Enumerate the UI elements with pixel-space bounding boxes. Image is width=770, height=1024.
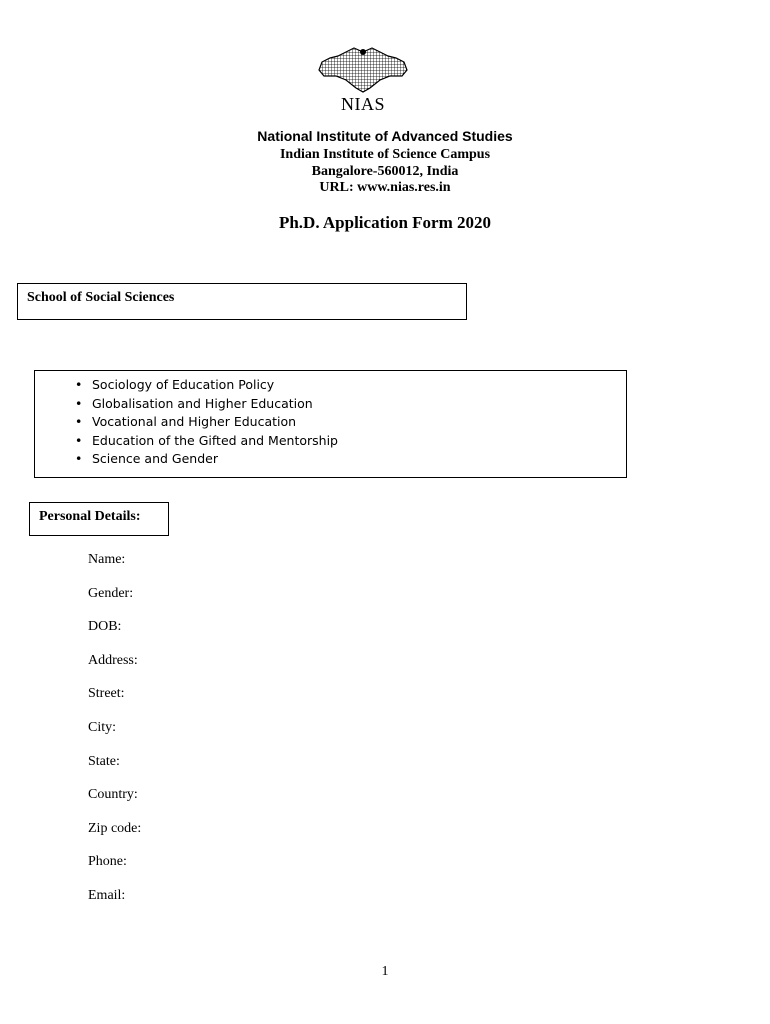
topic-label: Science and Gender: [92, 451, 218, 467]
field-dob-label: DOB:: [88, 619, 122, 635]
nias-logo: [316, 46, 410, 114]
personal-details-fields: [88, 550, 141, 920]
personal-details-heading: Personal Details:: [39, 509, 141, 524]
school-label: School of Social Sciences: [27, 290, 175, 305]
list-item: [75, 432, 338, 451]
field-zip-label: Zip code:: [88, 820, 142, 836]
bullet-icon: •: [75, 414, 83, 430]
address-line: Bangalore-560012, India: [311, 164, 459, 179]
list-item: [75, 395, 338, 414]
bullet-icon: •: [75, 395, 83, 411]
list-item: [75, 376, 338, 395]
field-name-label: Name:: [88, 552, 126, 567]
bullet-icon: •: [75, 432, 83, 448]
eagle-emblem-icon: [316, 46, 410, 94]
list-item: [75, 450, 338, 469]
url-line: URL: www.nias.res.in: [319, 180, 451, 195]
personal-details-box: [29, 502, 169, 536]
page-number: 1: [381, 964, 389, 979]
field-city-label: City:: [88, 719, 117, 735]
school-box: [17, 283, 467, 320]
logo-text: NIAS: [340, 94, 385, 114]
field-gender-label: Gender:: [88, 585, 134, 601]
topic-label: Globalisation and Higher Education: [92, 395, 313, 411]
topics-list: [75, 376, 338, 469]
field-address-label: Address:: [88, 652, 138, 668]
field-phone-label: Phone:: [88, 854, 127, 870]
field-email-label: Email:: [88, 887, 126, 903]
field-state-label: State:: [88, 753, 120, 769]
field-street-label: Street:: [88, 686, 125, 702]
form-title: Ph.D. Application Form 2020: [278, 213, 492, 232]
campus-line: Indian Institute of Science Campus: [279, 147, 491, 162]
institute-name: National Institute of Advanced Studies: [257, 128, 513, 144]
topic-label: Sociology of Education Policy: [92, 377, 275, 392]
bullet-icon: •: [75, 377, 83, 392]
bullet-icon: •: [75, 451, 83, 467]
topic-label: Education of the Gifted and Mentorship: [92, 432, 338, 448]
list-item: [75, 413, 338, 432]
topics-box: [34, 370, 627, 478]
field-country-label: Country:: [88, 787, 138, 803]
topic-label: Vocational and Higher Education: [92, 414, 297, 430]
